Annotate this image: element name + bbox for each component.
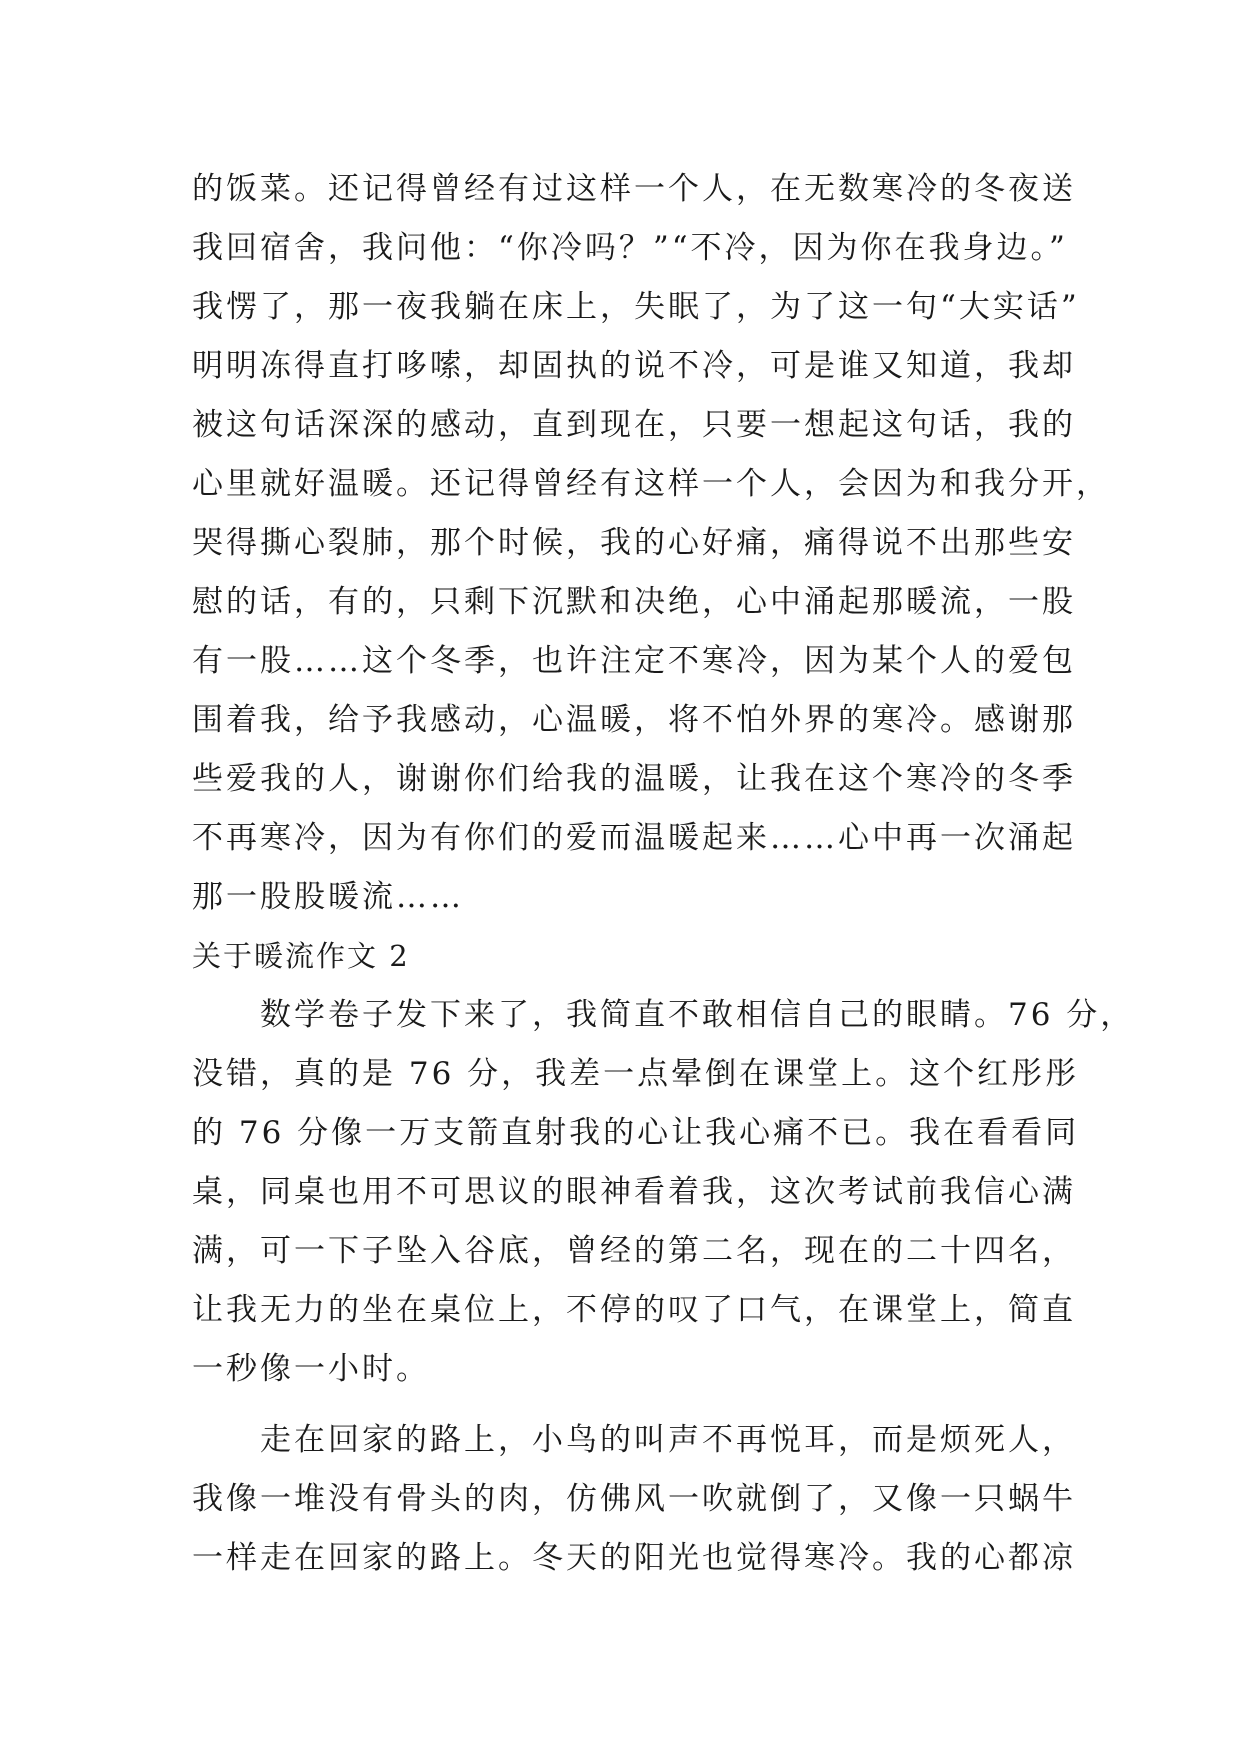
text-line: 桌，同桌也用不可思议的眼神看着我，这次考试前我信心满 [192,1174,1076,1210]
section-heading: 关于暖流作文 2 [192,939,410,973]
text-line: 有一股……这个冬季，也许注定不寒冷，因为某个人的爱包 [192,643,1076,679]
text-line: 让我无力的坐在桌位上，不停的叹了口气，在课堂上，简直 [192,1292,1076,1328]
text-line: 明明冻得直打哆嗦，却固执的说不冷，可是谁又知道，我却 [192,348,1076,384]
text-line: 我像一堆没有骨头的肉，仿佛风一吹就倒了，又像一只蜗牛 [192,1481,1076,1517]
text-line: 的饭菜。还记得曾经有过这样一个人，在无数寒冷的冬夜送 [192,171,1076,207]
text-line: 没错，真的是 76 分，我差一点晕倒在课堂上。这个红彤彤 [192,1056,1080,1092]
text-line: 走在回家的路上，小鸟的叫声不再悦耳，而是烦死人， [192,1422,1076,1458]
text-line: 围着我，给予我感动，心温暖，将不怕外界的寒冷。感谢那 [192,702,1076,738]
text-line: 的 76 分像一万支箭直射我的心让我心痛不已。我在看看同 [192,1115,1080,1151]
section-1-text [192,160,1110,927]
text-line: 些爱我的人，谢谢你们给我的温暖，让我在这个寒冷的冬季 [192,761,1076,797]
text-line: 那一股股暖流…… [192,879,464,915]
text-line: 我愣了，那一夜我躺在床上，失眠了，为了这一句“大实话” [192,289,1080,325]
text-line: 哭得撕心裂肺，那个时候，我的心好痛，痛得说不出那些安 [192,525,1076,561]
paragraph-2 [192,1411,1076,1588]
paragraph-1 [192,986,1135,1399]
text-line: 慰的话，有的，只剩下沉默和决绝，心中涌起那暖流，一股 [192,584,1076,620]
text-line: 一秒像一小时。 [192,1351,430,1387]
text-line: 被这句话深深的感动，直到现在，只要一想起这句话，我的 [192,407,1076,443]
text-line: 满，可一下子坠入谷底，曾经的第二名，现在的二十四名， [192,1233,1076,1269]
text-line: 一样走在回家的路上。冬天的阳光也觉得寒冷。我的心都凉 [192,1540,1076,1576]
paragraph-gap [192,1399,1052,1411]
text-line: 数学卷子发下来了，我简直不敢相信自己的眼睛。76 分， [192,997,1135,1033]
document-body [192,160,1135,1588]
text-line: 我回宿舍，我问他：“你冷吗？”“不冷，因为你在我身边。” [192,230,1068,266]
text-line: 不再寒冷，因为有你们的爱而温暖起来……心中再一次涌起 [192,820,1076,856]
text-line: 心里就好温暖。还记得曾经有这样一个人，会因为和我分开， [192,466,1110,502]
